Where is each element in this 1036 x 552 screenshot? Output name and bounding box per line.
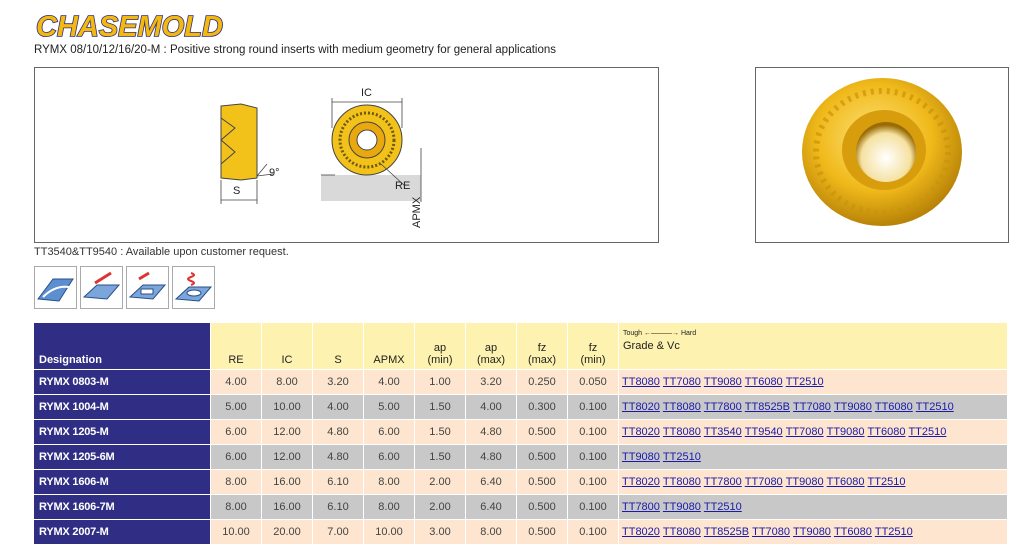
- grade-link[interactable]: TT7080: [744, 476, 783, 488]
- table-row: [34, 520, 1008, 545]
- fz-max-cell: 0.500: [517, 445, 568, 470]
- ic-label: IC: [361, 87, 372, 99]
- re-cell: 6.00: [211, 420, 262, 445]
- s-label: S: [233, 185, 241, 197]
- table-row: [34, 395, 1008, 420]
- product-subtitle: RYMX 08/10/12/16/20-M : Positive strong round inserts with medium geometry for general applications: [34, 44, 557, 56]
- re-cell: 10.00: [211, 520, 262, 545]
- grade-link[interactable]: TT6080: [833, 526, 872, 538]
- insert-dimension-diagram: [35, 68, 658, 242]
- header-apmx: APMX: [364, 323, 415, 370]
- ic-cell: 10.00: [262, 395, 313, 420]
- re-cell: 8.00: [211, 470, 262, 495]
- re-cell: 6.00: [211, 445, 262, 470]
- fz-min-cell: 0.050: [568, 370, 619, 395]
- grade-link[interactable]: TT8080: [662, 476, 701, 488]
- grade-link[interactable]: TT3540: [703, 426, 742, 438]
- grade-link[interactable]: TT9540: [744, 426, 783, 438]
- technical-drawing: [34, 67, 659, 243]
- grade-link[interactable]: TT9080: [793, 526, 831, 538]
- ap-max-cell: 4.00: [466, 395, 517, 420]
- ap-max-cell: 4.80: [466, 445, 517, 470]
- designation-cell: RYMX 1205-M: [34, 420, 211, 445]
- header-fz-min: fz (min): [568, 323, 619, 370]
- grade-link[interactable]: TT9080: [826, 426, 865, 438]
- apmx-cell: 6.00: [364, 445, 415, 470]
- insert-top-view: [321, 87, 423, 228]
- ap-max-cell: 8.00: [466, 520, 517, 545]
- grade-link[interactable]: TT9080: [703, 376, 742, 388]
- grade-links-cell: [619, 445, 1008, 470]
- fz-max-cell: 0.500: [517, 495, 568, 520]
- grade-link[interactable]: TT2510: [703, 501, 742, 513]
- ic-cell: 12.00: [262, 420, 313, 445]
- grade-link[interactable]: TT8020: [622, 476, 660, 488]
- grade-link[interactable]: TT7800: [703, 401, 742, 413]
- chasemold-logo: [34, 9, 264, 43]
- designation-cell: RYMX 2007-M: [34, 520, 211, 545]
- re-cell: 5.00: [211, 395, 262, 420]
- header-ap-max: ap (max): [466, 323, 517, 370]
- logo-text: CHASEMOLD: [36, 11, 223, 43]
- grade-link[interactable]: TT8020: [622, 526, 660, 538]
- grade-link[interactable]: TT8080: [662, 426, 701, 438]
- ap-max-cell: 3.20: [466, 370, 517, 395]
- grade-link[interactable]: TT7800: [703, 476, 742, 488]
- grade-link[interactable]: TT2510: [867, 476, 906, 488]
- table-row: [34, 445, 1008, 470]
- grade-link[interactable]: TT8020: [622, 401, 660, 413]
- helical-interpolation-icon: [172, 266, 215, 309]
- apmx-cell: 4.00: [364, 370, 415, 395]
- designation-cell: RYMX 1606-7M: [34, 495, 211, 520]
- grade-link[interactable]: TT2510: [874, 526, 913, 538]
- ap-min-cell: 1.50: [415, 445, 466, 470]
- grade-links-cell: [619, 395, 1008, 420]
- grade-link[interactable]: TT6080: [826, 476, 865, 488]
- grade-link[interactable]: TT9080: [833, 401, 872, 413]
- table-header-row: [34, 323, 1008, 370]
- slot-milling-icon: [126, 266, 169, 309]
- face-milling-icon: [34, 266, 77, 309]
- grade-link[interactable]: TT2510: [785, 376, 824, 388]
- s-cell: 4.00: [313, 395, 364, 420]
- fz-min-cell: 0.100: [568, 395, 619, 420]
- s-cell: 6.10: [313, 470, 364, 495]
- grade-link[interactable]: TT6080: [744, 376, 783, 388]
- header-fz-max: fz (max): [517, 323, 568, 370]
- tough-hard-scale: Tough ←———→ Hard: [623, 330, 697, 337]
- header-s: S: [313, 323, 364, 370]
- fz-min-cell: 0.100: [568, 495, 619, 520]
- fz-min-cell: 0.100: [568, 445, 619, 470]
- grade-links-cell: [619, 520, 1008, 545]
- header-grade: Tough ←———→ Hard Grade & Vc: [619, 323, 1008, 370]
- s-cell: 6.10: [313, 495, 364, 520]
- header-designation: Designation: [34, 323, 211, 370]
- grade-link[interactable]: TT7080: [793, 401, 831, 413]
- ap-min-cell: 1.00: [415, 370, 466, 395]
- grade-link[interactable]: TT2510: [662, 451, 701, 463]
- grade-link[interactable]: TT7080: [662, 376, 701, 388]
- grade-link[interactable]: TT9080: [622, 451, 660, 463]
- apmx-cell: 8.00: [364, 470, 415, 495]
- product-photo: [755, 67, 1009, 243]
- apmx-cell: 5.00: [364, 395, 415, 420]
- ap-min-cell: 2.00: [415, 470, 466, 495]
- ic-cell: 16.00: [262, 495, 313, 520]
- fz-min-cell: 0.100: [568, 420, 619, 445]
- insert-side-view: [221, 104, 280, 204]
- insert-photo-illustration: [756, 68, 1008, 242]
- ic-cell: 8.00: [262, 370, 313, 395]
- ap-max-cell: 6.40: [466, 495, 517, 520]
- grade-links-cell: [619, 420, 1008, 445]
- s-cell: 4.80: [313, 445, 364, 470]
- grade-link[interactable]: TT8020: [622, 426, 660, 438]
- grade-link[interactable]: TT9080: [662, 501, 701, 513]
- grade-link[interactable]: TT8080: [662, 401, 701, 413]
- grade-links-cell: [619, 495, 1008, 520]
- grade-link[interactable]: TT8525B: [703, 526, 750, 538]
- apmx-cell: 8.00: [364, 495, 415, 520]
- apmx-cell: 10.00: [364, 520, 415, 545]
- header-ic: IC: [262, 323, 313, 370]
- ic-cell: 20.00: [262, 520, 313, 545]
- grade-link[interactable]: TT2510: [915, 401, 954, 413]
- fz-max-cell: 0.500: [517, 470, 568, 495]
- table-row: [34, 495, 1008, 520]
- grade-link[interactable]: TT8080: [662, 526, 701, 538]
- header-ap-min: ap (min): [415, 323, 466, 370]
- ap-max-cell: 4.80: [466, 420, 517, 445]
- table-row: [34, 420, 1008, 445]
- re-label: RE: [395, 180, 411, 192]
- apmx-label: APMX: [411, 196, 423, 228]
- re-cell: 8.00: [211, 495, 262, 520]
- s-cell: 7.00: [313, 520, 364, 545]
- ap-min-cell: 2.00: [415, 495, 466, 520]
- grade-link[interactable]: TT6080: [874, 401, 913, 413]
- designation-cell: RYMX 1606-M: [34, 470, 211, 495]
- designation-cell: RYMX 1205-6M: [34, 445, 211, 470]
- grade-link[interactable]: TT2510: [908, 426, 947, 438]
- fz-max-cell: 0.250: [517, 370, 568, 395]
- grade-link[interactable]: TT7080: [785, 426, 824, 438]
- ap-max-cell: 6.40: [466, 470, 517, 495]
- grade-link[interactable]: TT8080: [622, 376, 660, 388]
- apmx-cell: 6.00: [364, 420, 415, 445]
- grade-link[interactable]: TT6080: [867, 426, 906, 438]
- ic-cell: 16.00: [262, 470, 313, 495]
- grade-link[interactable]: TT9080: [785, 476, 824, 488]
- insert-spec-table: [33, 322, 1008, 545]
- grade-link[interactable]: TT7800: [622, 501, 660, 513]
- availability-note: TT3540&TT9540 : Available upon customer request.: [34, 246, 289, 258]
- s-cell: 3.20: [313, 370, 364, 395]
- ap-min-cell: 3.00: [415, 520, 466, 545]
- ic-cell: 12.00: [262, 445, 313, 470]
- grade-links-cell: [619, 470, 1008, 495]
- re-cell: 4.00: [211, 370, 262, 395]
- fz-min-cell: 0.100: [568, 470, 619, 495]
- fz-min-cell: 0.100: [568, 520, 619, 545]
- fz-max-cell: 0.300: [517, 395, 568, 420]
- fz-max-cell: 0.500: [517, 520, 568, 545]
- grade-link[interactable]: TT7080: [752, 526, 791, 538]
- fz-max-cell: 0.500: [517, 420, 568, 445]
- shoulder-milling-icon: [80, 266, 123, 309]
- application-icons: [34, 266, 215, 310]
- grade-links-cell: [619, 370, 1008, 395]
- grade-link[interactable]: TT8525B: [744, 401, 791, 413]
- ap-min-cell: 1.50: [415, 395, 466, 420]
- angle-label: 9°: [269, 167, 280, 179]
- header-re: RE: [211, 323, 262, 370]
- table-row: [34, 470, 1008, 495]
- table-body: [34, 370, 1008, 545]
- designation-cell: RYMX 0803-M: [34, 370, 211, 395]
- s-cell: 4.80: [313, 420, 364, 445]
- table-row: [34, 370, 1008, 395]
- ap-min-cell: 1.50: [415, 420, 466, 445]
- designation-cell: RYMX 1004-M: [34, 395, 211, 420]
